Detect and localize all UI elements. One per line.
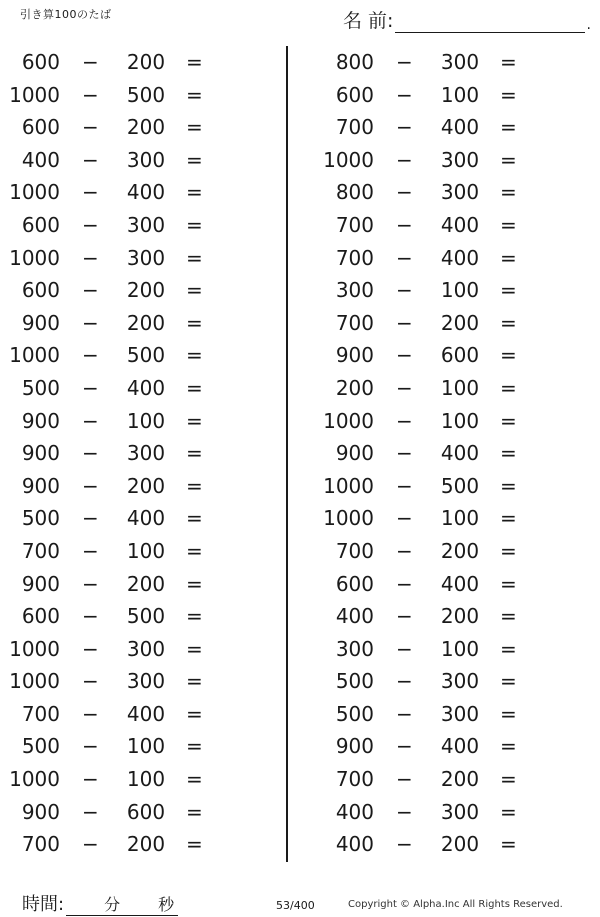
problem-row: [314, 242, 594, 275]
seconds-label: 秒: [158, 895, 175, 914]
equals-sign: =: [500, 278, 517, 303]
minus-sign: −: [396, 212, 413, 237]
subtrahend: 300: [440, 799, 480, 824]
minuend: 600: [21, 278, 60, 303]
minus-sign: −: [82, 604, 99, 629]
subtrahend: 100: [126, 538, 166, 563]
minus-sign: −: [82, 734, 99, 759]
subtrahend: 200: [126, 115, 166, 140]
minus-sign: −: [396, 180, 413, 205]
equals-sign: =: [186, 636, 203, 661]
problem-row: [0, 568, 280, 601]
minus-sign: −: [82, 245, 99, 270]
subtrahend: 100: [126, 767, 166, 792]
equals-sign: =: [500, 310, 517, 335]
minuend: 900: [335, 734, 374, 759]
equals-sign: =: [186, 506, 203, 531]
minuend: 600: [21, 604, 60, 629]
minus-sign: −: [396, 604, 413, 629]
subtrahend: 200: [440, 832, 480, 857]
minuend: 900: [21, 310, 60, 335]
subtrahend: 100: [126, 408, 166, 433]
minuend: 1000: [323, 408, 374, 433]
equals-sign: =: [186, 147, 203, 172]
minuend: 400: [335, 604, 374, 629]
problem-row: [314, 828, 594, 861]
equals-sign: =: [186, 473, 203, 498]
problem-row: [314, 176, 594, 209]
minuend: 400: [335, 832, 374, 857]
subtrahend: 500: [440, 473, 480, 498]
minuend: 700: [335, 212, 374, 237]
minuend: 400: [335, 799, 374, 824]
problem-row: [314, 535, 594, 568]
minuend: 700: [335, 245, 374, 270]
minus-sign: −: [82, 538, 99, 563]
minuend: 900: [21, 571, 60, 596]
subtrahend: 200: [126, 50, 166, 74]
subtrahend: 300: [126, 441, 166, 466]
equals-sign: =: [500, 212, 517, 237]
minus-sign: −: [396, 538, 413, 563]
equals-sign: =: [186, 50, 203, 74]
problem-row: [0, 633, 280, 666]
minus-sign: −: [82, 212, 99, 237]
problem-row: [0, 600, 280, 633]
equals-sign: =: [186, 408, 203, 433]
equals-sign: =: [500, 571, 517, 596]
equals-sign: =: [186, 375, 203, 400]
name-blank-line[interactable]: [395, 10, 585, 33]
problem-row: [314, 730, 594, 763]
problem-row: [314, 307, 594, 340]
minuend: 700: [335, 538, 374, 563]
minus-sign: −: [82, 767, 99, 792]
subtrahend: 300: [126, 669, 166, 694]
problem-row: [0, 79, 280, 112]
equals-sign: =: [186, 767, 203, 792]
problem-row: [314, 502, 594, 535]
problem-row: [0, 209, 280, 242]
subtrahend: 300: [126, 245, 166, 270]
equals-sign: =: [500, 799, 517, 824]
minuend: 700: [21, 832, 60, 857]
subtrahend: 400: [440, 212, 480, 237]
subtrahend: 100: [440, 506, 480, 531]
page-number: 53/400: [276, 899, 315, 912]
equals-sign: =: [500, 343, 517, 368]
minus-sign: −: [82, 82, 99, 107]
equals-sign: =: [500, 538, 517, 563]
equals-sign: =: [500, 441, 517, 466]
equals-sign: =: [186, 832, 203, 857]
minuend: 600: [21, 115, 60, 140]
subtrahend: 200: [126, 832, 166, 857]
equals-sign: =: [500, 473, 517, 498]
minus-sign: −: [396, 278, 413, 303]
problem-row: [0, 730, 280, 763]
problem-row: [0, 763, 280, 796]
minus-sign: −: [82, 669, 99, 694]
minuend: 500: [21, 506, 60, 531]
minuend: 200: [335, 375, 374, 400]
problem-row: [0, 242, 280, 275]
subtrahend: 100: [440, 278, 480, 303]
subtrahend: 100: [440, 408, 480, 433]
problem-row: [0, 796, 280, 829]
subtrahend: 300: [440, 180, 480, 205]
problem-row: [314, 405, 594, 438]
minus-sign: −: [396, 50, 413, 74]
minuend: 700: [21, 538, 60, 563]
problem-row: [0, 307, 280, 340]
problem-row: [0, 144, 280, 177]
minus-sign: −: [82, 441, 99, 466]
subtrahend: 300: [440, 701, 480, 726]
minuend: 1000: [9, 636, 60, 661]
minutes-label: 分: [104, 895, 121, 914]
problem-row: [314, 111, 594, 144]
minus-sign: −: [82, 832, 99, 857]
subtrahend: 300: [126, 212, 166, 237]
subtrahend: 500: [126, 82, 166, 107]
minuend: 900: [335, 441, 374, 466]
subtrahend: 300: [126, 147, 166, 172]
time-field: [22, 890, 178, 916]
equals-sign: =: [186, 82, 203, 107]
minuend: 1000: [9, 669, 60, 694]
equals-sign: =: [500, 408, 517, 433]
problem-row: [0, 405, 280, 438]
equals-sign: =: [500, 604, 517, 629]
subtrahend: 600: [440, 343, 480, 368]
equals-sign: =: [500, 115, 517, 140]
minuend: 1000: [9, 245, 60, 270]
subtrahend: 400: [126, 180, 166, 205]
minuend: 600: [335, 571, 374, 596]
subtrahend: 200: [440, 538, 480, 563]
minus-sign: −: [396, 82, 413, 107]
minus-sign: −: [82, 147, 99, 172]
subtrahend: 200: [440, 604, 480, 629]
subtrahend: 400: [440, 734, 480, 759]
subtrahend: 600: [126, 799, 166, 824]
equals-sign: =: [186, 799, 203, 824]
minuend: 300: [335, 278, 374, 303]
subtrahend: 200: [126, 310, 166, 335]
minuend: 1000: [9, 343, 60, 368]
subtrahend: 200: [440, 767, 480, 792]
minuend: 700: [21, 701, 60, 726]
problem-row: [0, 470, 280, 503]
problem-row: [0, 502, 280, 535]
minuend: 700: [335, 310, 374, 335]
name-label: 名 前:: [343, 10, 394, 32]
minus-sign: −: [82, 506, 99, 531]
minus-sign: −: [82, 571, 99, 596]
subtrahend: 300: [440, 147, 480, 172]
equals-sign: =: [186, 278, 203, 303]
minus-sign: −: [396, 636, 413, 661]
minuend: 400: [21, 147, 60, 172]
name-line-dot: .: [586, 17, 591, 33]
problem-row: [0, 372, 280, 405]
minuend: 600: [335, 82, 374, 107]
problem-row: [0, 665, 280, 698]
subtrahend: 200: [126, 473, 166, 498]
minus-sign: −: [396, 669, 413, 694]
minus-sign: −: [396, 441, 413, 466]
problem-row: [314, 274, 594, 307]
minuend: 700: [335, 767, 374, 792]
equals-sign: =: [500, 180, 517, 205]
equals-sign: =: [500, 734, 517, 759]
minuend: 1000: [323, 506, 374, 531]
problem-row: [314, 600, 594, 633]
problem-row: [314, 372, 594, 405]
subtrahend: 200: [126, 278, 166, 303]
minuend: 1000: [9, 767, 60, 792]
column-divider: [286, 46, 288, 862]
problem-row: [314, 796, 594, 829]
problem-row: [314, 665, 594, 698]
equals-sign: =: [500, 636, 517, 661]
equals-sign: =: [500, 147, 517, 172]
equals-sign: =: [500, 832, 517, 857]
minus-sign: −: [82, 50, 99, 74]
minuend: 500: [335, 701, 374, 726]
minus-sign: −: [396, 832, 413, 857]
subtrahend: 100: [440, 82, 480, 107]
minuend: 1000: [9, 180, 60, 205]
subtrahend: 400: [126, 375, 166, 400]
problem-column-right: [314, 46, 594, 861]
minuend: 500: [21, 375, 60, 400]
worksheet-title: 引き算100のたば: [20, 8, 112, 21]
problem-row: [0, 535, 280, 568]
equals-sign: =: [500, 701, 517, 726]
minus-sign: −: [396, 115, 413, 140]
equals-sign: =: [186, 310, 203, 335]
problem-row: [314, 568, 594, 601]
problem-row: [0, 828, 280, 861]
equals-sign: =: [186, 604, 203, 629]
problem-row: [314, 339, 594, 372]
subtrahend: 400: [440, 115, 480, 140]
subtrahend: 200: [440, 310, 480, 335]
time-blank-line[interactable]: [66, 891, 178, 916]
equals-sign: =: [186, 571, 203, 596]
minuend: 500: [21, 734, 60, 759]
equals-sign: =: [500, 245, 517, 270]
subtrahend: 300: [440, 669, 480, 694]
equals-sign: =: [186, 538, 203, 563]
equals-sign: =: [500, 82, 517, 107]
minus-sign: −: [396, 799, 413, 824]
subtrahend: 300: [126, 636, 166, 661]
problem-row: [0, 698, 280, 731]
subtrahend: 100: [126, 734, 166, 759]
equals-sign: =: [500, 767, 517, 792]
problem-row: [0, 274, 280, 307]
minus-sign: −: [396, 571, 413, 596]
minus-sign: −: [82, 636, 99, 661]
equals-sign: =: [186, 245, 203, 270]
problem-row: [314, 79, 594, 112]
minus-sign: −: [396, 767, 413, 792]
minuend: 500: [335, 669, 374, 694]
equals-sign: =: [186, 343, 203, 368]
subtrahend: 100: [440, 375, 480, 400]
problem-row: [0, 339, 280, 372]
minuend: 800: [335, 180, 374, 205]
minus-sign: −: [82, 375, 99, 400]
minus-sign: −: [396, 310, 413, 335]
minus-sign: −: [396, 506, 413, 531]
minus-sign: −: [82, 310, 99, 335]
minuend: 300: [335, 636, 374, 661]
subtrahend: 400: [440, 571, 480, 596]
time-label: 時間:: [22, 894, 65, 915]
subtrahend: 400: [440, 441, 480, 466]
problem-row: [314, 209, 594, 242]
problem-row: [314, 633, 594, 666]
equals-sign: =: [186, 441, 203, 466]
subtrahend: 400: [126, 701, 166, 726]
problem-row: [0, 437, 280, 470]
equals-sign: =: [186, 734, 203, 759]
minus-sign: −: [396, 375, 413, 400]
minuend: 900: [21, 441, 60, 466]
minus-sign: −: [82, 115, 99, 140]
problem-row: [314, 46, 594, 79]
minuend: 900: [21, 408, 60, 433]
subtrahend: 400: [126, 506, 166, 531]
minus-sign: −: [82, 473, 99, 498]
minus-sign: −: [396, 473, 413, 498]
problem-column-left: [0, 46, 280, 861]
minus-sign: −: [396, 701, 413, 726]
minus-sign: −: [396, 245, 413, 270]
problem-row: [314, 698, 594, 731]
equals-sign: =: [186, 701, 203, 726]
equals-sign: =: [500, 506, 517, 531]
equals-sign: =: [500, 669, 517, 694]
problem-row: [314, 470, 594, 503]
minus-sign: −: [82, 799, 99, 824]
subtrahend: 100: [440, 636, 480, 661]
problem-row: [314, 437, 594, 470]
minuend: 700: [335, 115, 374, 140]
minuend: 800: [335, 50, 374, 74]
minus-sign: −: [396, 343, 413, 368]
copyright-notice: Copyright © Alpha.Inc All Rights Reserved.: [348, 899, 563, 910]
problem-row: [314, 763, 594, 796]
problem-row: [0, 46, 280, 79]
minus-sign: −: [82, 701, 99, 726]
subtrahend: 400: [440, 245, 480, 270]
subtrahend: 300: [440, 50, 480, 74]
minuend: 600: [21, 212, 60, 237]
minus-sign: −: [82, 278, 99, 303]
equals-sign: =: [500, 375, 517, 400]
minuend: 1000: [9, 82, 60, 107]
minus-sign: −: [396, 408, 413, 433]
minuend: 1000: [323, 147, 374, 172]
equals-sign: =: [500, 50, 517, 74]
minus-sign: −: [82, 408, 99, 433]
minuend: 1000: [323, 473, 374, 498]
minuend: 900: [21, 799, 60, 824]
problem-row: [314, 144, 594, 177]
subtrahend: 500: [126, 604, 166, 629]
minuend: 900: [21, 473, 60, 498]
equals-sign: =: [186, 115, 203, 140]
equals-sign: =: [186, 180, 203, 205]
equals-sign: =: [186, 212, 203, 237]
name-field: [343, 6, 591, 33]
minuend: 900: [335, 343, 374, 368]
problem-row: [0, 111, 280, 144]
minus-sign: −: [82, 180, 99, 205]
equals-sign: =: [186, 669, 203, 694]
problem-row: [0, 176, 280, 209]
minus-sign: −: [396, 147, 413, 172]
subtrahend: 200: [126, 571, 166, 596]
minus-sign: −: [396, 734, 413, 759]
subtrahend: 500: [126, 343, 166, 368]
minus-sign: −: [82, 343, 99, 368]
minuend: 600: [21, 50, 60, 74]
